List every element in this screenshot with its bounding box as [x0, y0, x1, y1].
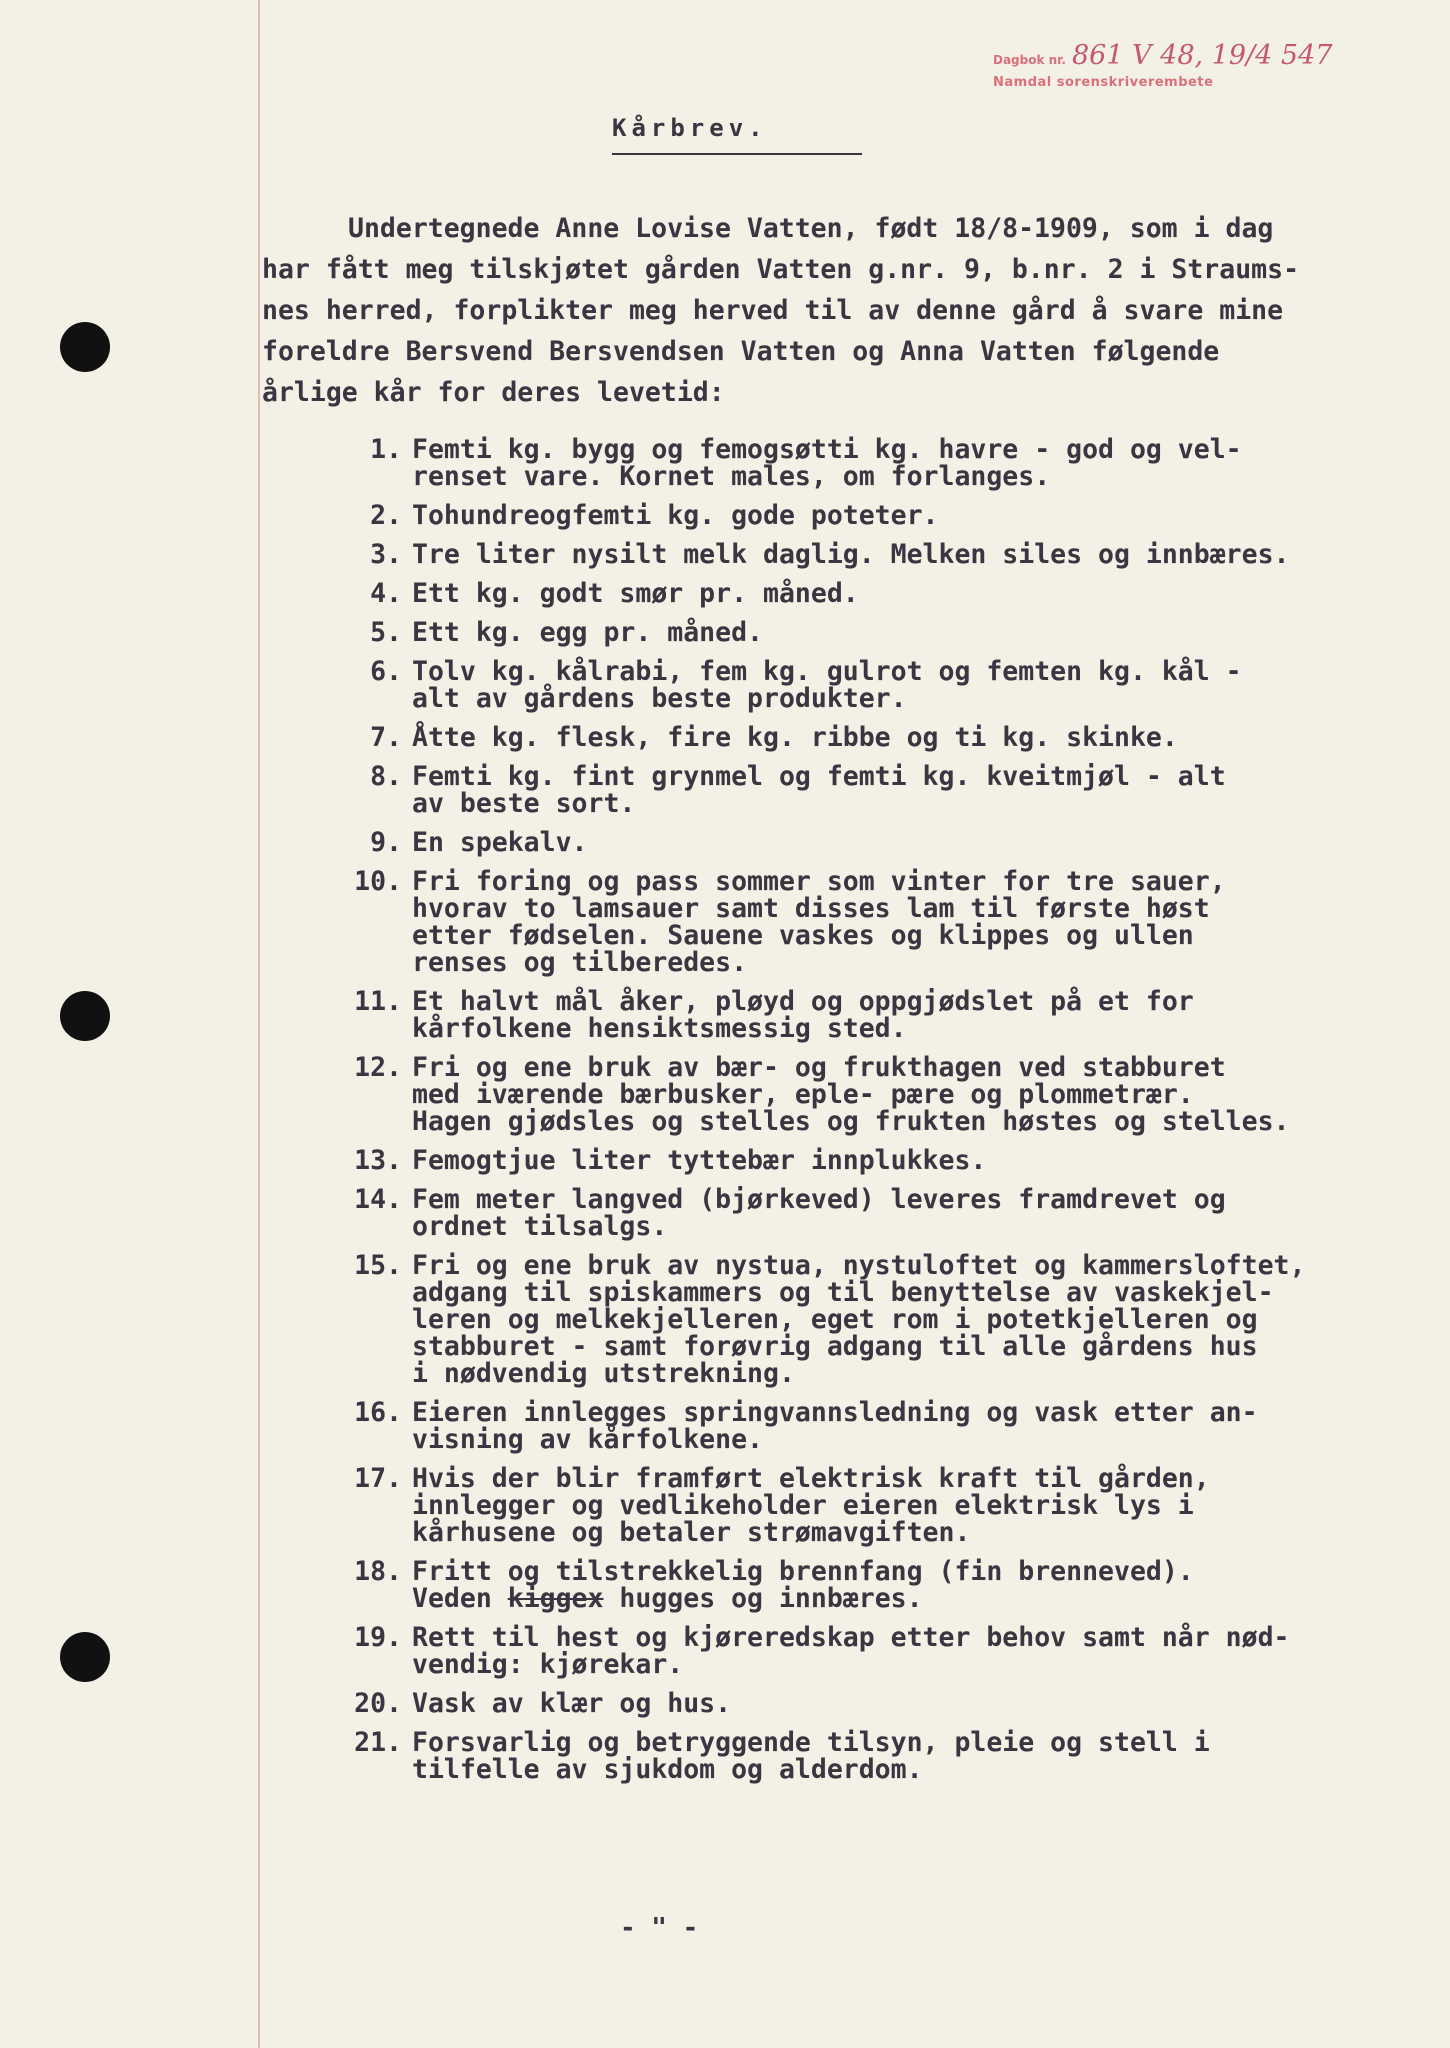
item-line: ordnet tilsalgs.	[412, 1211, 668, 1242]
item-line: Femogtjue liter tyttebær innplukkes.	[412, 1145, 987, 1176]
item-line: Et halvt mål åker, pløyd og oppgjødslet på et for	[412, 986, 1194, 1017]
item-line: Vask av klær og hus.	[412, 1688, 732, 1719]
item-line: Fritt og tilstrekkelig brennfang (fin brenneved).	[412, 1556, 1194, 1587]
punch-hole	[60, 1632, 110, 1682]
item-number: 5.	[370, 617, 402, 648]
intro-line: har fått meg tilskjøtet gården Vatten g.nr. 9, b.nr. 2 i Straums-	[262, 254, 1300, 285]
item-line: visning av kårfolkene.	[412, 1424, 763, 1455]
item-line: tilfelle av sjukdom og alderdom.	[412, 1754, 923, 1785]
item-text	[402, 1558, 1410, 1612]
punch-hole	[60, 991, 110, 1041]
punch-hole	[60, 322, 110, 372]
item-line: Tolv kg. kålrabi, fem kg. gulrot og femten kg. kål -	[412, 656, 1242, 687]
item-text	[402, 619, 1410, 646]
item-line: Fri og ene bruk av bær- og frukthagen ved stabburet	[412, 1052, 1226, 1083]
item-line: kårhusene og betaler strømavgiften.	[412, 1517, 971, 1548]
item-line: Ett kg. egg pr. måned.	[412, 617, 763, 648]
item-text	[402, 502, 1410, 529]
item-line: Ett kg. godt smør pr. måned.	[412, 578, 859, 609]
intro-line: nes herred, forplikter meg herved til av denne gård å svare mine	[262, 295, 1284, 326]
item-line: med iværende bærbusker, eple- pære og plommetrær.	[412, 1079, 1194, 1110]
item-text	[402, 1624, 1410, 1678]
item-line: Hagen gjødsles og stelles og frukten høstes og stelles.	[412, 1106, 1290, 1137]
list-item	[310, 436, 1410, 490]
item-line: Fri foring og pass sommer som vinter for tre sauer,	[412, 866, 1226, 897]
item-line: kårfolkene hensiktsmessig sted.	[412, 1013, 907, 1044]
stamp-handwritten-number: 861 V 48, 19/4 547	[1071, 40, 1333, 71]
list-item	[310, 1252, 1410, 1387]
item-text	[402, 1054, 1410, 1135]
intro-line: Undertegnede Anne Lovise Vatten, født 18/8-1909, som i dag	[348, 213, 1274, 244]
item-line: Hvis der blir framført elektrisk kraft til gården,	[412, 1463, 1210, 1494]
item-number: 20.	[354, 1688, 402, 1719]
list-item	[310, 1729, 1410, 1783]
item-text	[402, 436, 1410, 490]
item-text	[402, 988, 1410, 1042]
list-item	[310, 619, 1410, 646]
item-text	[402, 829, 1410, 856]
list-item	[310, 1399, 1410, 1453]
list-item	[310, 1465, 1410, 1546]
item-number: 16.	[354, 1397, 402, 1428]
list-item	[310, 502, 1410, 529]
margin-rule	[258, 0, 260, 2048]
item-line-with-strikeout: Veden kiggex hugges og innbæres.	[412, 1583, 923, 1614]
item-text	[402, 763, 1410, 817]
stamp-label: Dagbok nr.	[993, 53, 1066, 67]
list-item	[310, 1186, 1410, 1240]
item-number: 18.	[354, 1556, 402, 1587]
item-line: etter fødselen. Sauene vaskes og klippes og ullen	[412, 920, 1194, 951]
item-line: hvorav to lamsauer samt disses lam til første høst	[412, 893, 1210, 924]
item-text	[402, 1399, 1410, 1453]
item-number: 1.	[370, 434, 402, 465]
item-line: i nødvendig utstrekning.	[412, 1358, 795, 1389]
list-item	[310, 1690, 1410, 1717]
item-line: Forsvarlig og betryggende tilsyn, pleie og stell i	[412, 1727, 1210, 1758]
item-text	[402, 1147, 1410, 1174]
item-text	[402, 658, 1410, 712]
obligations-list	[310, 436, 1410, 1795]
item-line: Rett til hest og kjøreredskap etter behov samt når nød-	[412, 1622, 1290, 1653]
item-text	[402, 1729, 1410, 1783]
item-line: vendig: kjørekar.	[412, 1649, 684, 1680]
item-number: 9.	[370, 827, 402, 858]
item-text	[402, 724, 1410, 751]
item-line: renses og tilberedes.	[412, 947, 748, 978]
item-line: Femti kg. fint grynmel og femti kg. kveitmjøl - alt	[412, 761, 1226, 792]
item-text	[402, 1690, 1410, 1717]
intro-paragraph	[262, 208, 1392, 413]
item-text	[402, 1252, 1410, 1387]
list-item	[310, 1624, 1410, 1678]
list-item	[310, 658, 1410, 712]
item-number: 12.	[354, 1052, 402, 1083]
item-number: 6.	[370, 656, 402, 687]
item-text	[402, 868, 1410, 976]
item-number: 10.	[354, 866, 402, 897]
intro-line: foreldre Bersvend Bersvendsen Vatten og Anna Vatten følgende	[262, 336, 1220, 367]
list-item	[310, 829, 1410, 856]
intro-line: årlige kår for deres levetid:	[262, 377, 725, 408]
item-number: 17.	[354, 1463, 402, 1494]
list-item	[310, 1054, 1410, 1135]
item-number: 15.	[354, 1250, 402, 1281]
list-item	[310, 1147, 1410, 1174]
item-line: Åtte kg. flesk, fire kg. ribbe og ti kg. skinke.	[412, 722, 1178, 753]
item-number: 21.	[354, 1727, 402, 1758]
document-title: Kårbrev.	[612, 114, 768, 142]
item-number: 14.	[354, 1184, 402, 1215]
list-item	[310, 763, 1410, 817]
item-number: 13.	[354, 1145, 402, 1176]
list-item	[310, 1558, 1410, 1612]
list-item	[310, 988, 1410, 1042]
list-item	[310, 868, 1410, 976]
item-line: En spekalv.	[412, 827, 588, 858]
registry-stamp	[993, 40, 1413, 90]
item-line: av beste sort.	[412, 788, 636, 819]
item-text	[402, 1465, 1410, 1546]
item-line: alt av gårdens beste produkter.	[412, 683, 907, 714]
item-line: Tohundreogfemti kg. gode poteter.	[412, 500, 939, 531]
item-line: Femti kg. bygg og femogsøtti kg. havre - god og vel-	[412, 434, 1242, 465]
closing-mark: - " -	[620, 1913, 699, 1943]
list-item	[310, 724, 1410, 751]
item-line: stabburet - samt forøvrig adgang til alle gårdens hus	[412, 1331, 1258, 1362]
item-number: 3.	[370, 539, 402, 570]
item-line: innlegger og vedlikeholder eieren elektrisk lys i	[412, 1490, 1194, 1521]
item-number: 19.	[354, 1622, 402, 1653]
item-line: Tre liter nysilt melk daglig. Melken siles og innbæres.	[412, 539, 1290, 570]
struck-word: kiggex	[507, 1583, 604, 1614]
item-number: 2.	[370, 500, 402, 531]
stamp-office: Namdal sorenskriverembete	[993, 75, 1214, 90]
title-underline	[612, 153, 862, 155]
item-line: Fri og ene bruk av nystua, nystuloftet og kammersloftet,	[412, 1250, 1306, 1281]
item-number: 11.	[354, 986, 402, 1017]
item-number: 4.	[370, 578, 402, 609]
item-text	[402, 580, 1410, 607]
item-line: Fem meter langved (bjørkeved) leveres framdrevet og	[412, 1184, 1226, 1215]
list-item	[310, 541, 1410, 568]
item-text	[402, 1186, 1410, 1240]
item-line: leren og melkekjelleren, eget rom i potetkjelleren og	[412, 1304, 1258, 1335]
item-line: renset vare. Kornet males, om forlanges.	[412, 461, 1051, 492]
item-number: 7.	[370, 722, 402, 753]
item-text	[402, 541, 1410, 568]
item-number: 8.	[370, 761, 402, 792]
item-line: adgang til spiskammers og til benyttelse av vaskekjel-	[412, 1277, 1274, 1308]
item-line: Eieren innlegges springvannsledning og vask etter an-	[412, 1397, 1258, 1428]
list-item	[310, 580, 1410, 607]
